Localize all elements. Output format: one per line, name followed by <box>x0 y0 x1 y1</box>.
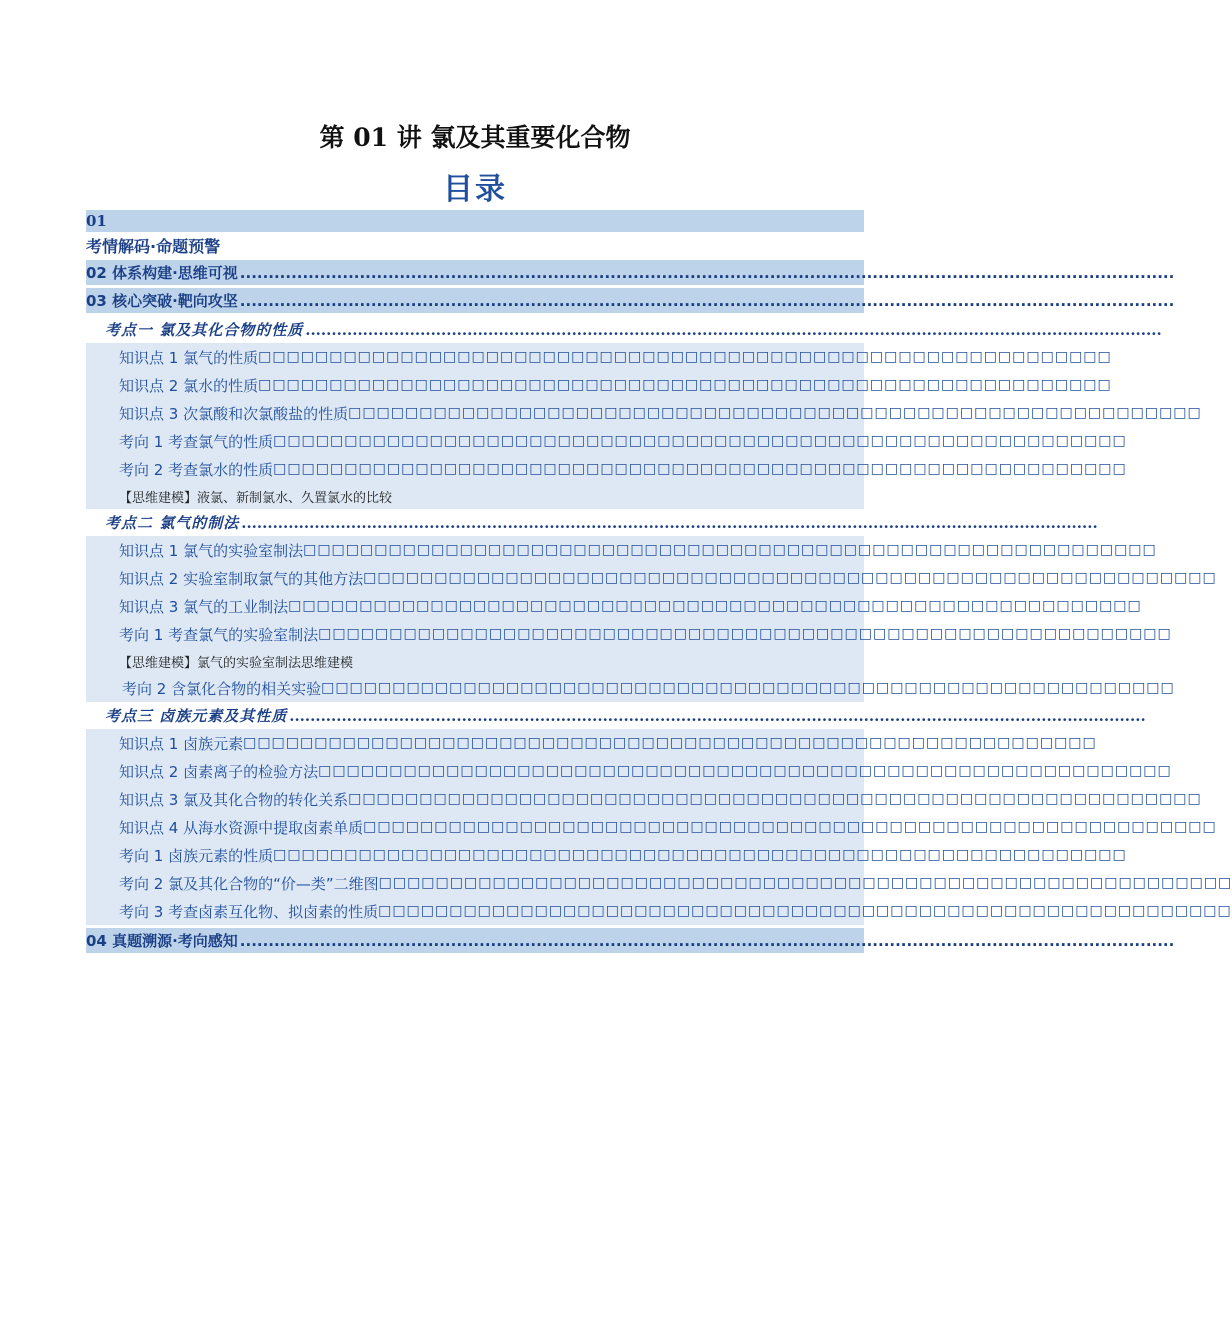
toc-item[interactable]: 知识点 3 氯气的工业制法 □□□□□□□□□□□□□□□□□□□□□□□□□□□□□□□□□□□□□□□□□□□□□□□□□□□□□□□□□□□□ <box>119 597 1142 616</box>
placeholder-leader: □□□□□□□□□□□□□□□□□□□□□□□□□□□□□□□□□□□□□□□□□□□□□□□□□□□□□□□□□□□□ <box>288 598 1142 614</box>
toc-item[interactable]: 考向 3 考查卤素互化物、拟卤素的性质 □□□□□□□□□□□□□□□□□□□□□□□□□□□□□□□□□□□□□□□□□□□□□□□□□□□□□□□□□□□□ <box>119 902 1232 921</box>
placeholder-leader: □□□□□□□□□□□□□□□□□□□□□□□□□□□□□□□□□□□□□□□□□□□□□□□□□□□□□□□□□□□□ <box>363 819 1217 835</box>
kaodian-2-items <box>86 536 1217 702</box>
placeholder-leader: □□□□□□□□□□□□□□□□□□□□□□□□□□□□□□□□□□□□□□□□□□□□□□□□□□□□□□□□□□□□ <box>378 903 1232 919</box>
placeholder-leader: □□□□□□□□□□□□□□□□□□□□□□□□□□□□□□□□□□□□□□□□□□□□□□□□□□□□□□□□□□□□ <box>318 626 1172 642</box>
toc-thinking-model[interactable]: 【思维建模】氯气的实验室制法思维建模 <box>119 655 354 671</box>
placeholder-leader: □□□□□□□□□□□□□□□□□□□□□□□□□□□□□□□□□□□□□□□□□□□□□□□□□□□□□□□□□□□□ <box>321 680 1175 696</box>
dot-leader: .................................................................................................................................................................... <box>241 513 1098 532</box>
placeholder-leader: □□□□□□□□□□□□□□□□□□□□□□□□□□□□□□□□□□□□□□□□□□□□□□□□□□□□□□□□□□□□ <box>273 433 1127 449</box>
toc-item[interactable]: 知识点 4 从海水资源中提取卤素单质 □□□□□□□□□□□□□□□□□□□□□□□□□□□□□□□□□□□□□□□□□□□□□□□□□□□□□□□□□□□□ <box>119 818 1217 837</box>
toc-item[interactable]: 知识点 2 卤素离子的检验方法 □□□□□□□□□□□□□□□□□□□□□□□□□□□□□□□□□□□□□□□□□□□□□□□□□□□□□□□□□□□□ <box>119 762 1172 781</box>
toc-item[interactable]: 知识点 2 氯水的性质 □□□□□□□□□□□□□□□□□□□□□□□□□□□□□□□□□□□□□□□□□□□□□□□□□□□□□□□□□□□□ <box>119 376 1112 395</box>
toc-kaodian-1[interactable]: 考点一 氯及其化合物的性质 .................................................................................................................................................................... <box>86 316 864 343</box>
dot-leader: .................................................................................................................................................................... <box>239 931 1175 950</box>
toc-item[interactable]: 考向 1 考查氯气的性质 □□□□□□□□□□□□□□□□□□□□□□□□□□□□□□□□□□□□□□□□□□□□□□□□□□□□□□□□□□□□ <box>119 432 1127 451</box>
dot-leader: .................................................................................................................................................................... <box>289 706 1146 725</box>
toc-item[interactable]: 知识点 3 氯及其化合物的转化关系 □□□□□□□□□□□□□□□□□□□□□□□□□□□□□□□□□□□□□□□□□□□□□□□□□□□□□□□□□□□□ <box>119 790 1202 809</box>
placeholder-leader: □□□□□□□□□□□□□□□□□□□□□□□□□□□□□□□□□□□□□□□□□□□□□□□□□□□□□□□□□□□□ <box>348 791 1202 807</box>
table-of-contents <box>86 210 1232 956</box>
toc-item[interactable]: 知识点 1 氯气的性质 □□□□□□□□□□□□□□□□□□□□□□□□□□□□□□□□□□□□□□□□□□□□□□□□□□□□□□□□□□□□ <box>119 348 1112 367</box>
placeholder-leader: □□□□□□□□□□□□□□□□□□□□□□□□□□□□□□□□□□□□□□□□□□□□□□□□□□□□□□□□□□□□ <box>273 847 1127 863</box>
toc-kaodian-2[interactable]: 考点二 氯气的制法 .................................................................................................................................................................... <box>86 509 864 536</box>
dot-leader: .................................................................................................................................................................... <box>239 291 1175 310</box>
toc-section-03[interactable]: 03 核心突破·靶向攻坚 .................................................................................................................................................................... <box>86 288 864 313</box>
toc-section-02[interactable]: 02 体系构建·思维可视 .................................................................................................................................................................... <box>86 260 864 285</box>
toc-item[interactable]: 考向 1 卤族元素的性质 □□□□□□□□□□□□□□□□□□□□□□□□□□□□□□□□□□□□□□□□□□□□□□□□□□□□□□□□□□□□ <box>119 846 1127 865</box>
toc-item[interactable]: 考向 1 考查氯气的实验室制法 □□□□□□□□□□□□□□□□□□□□□□□□□□□□□□□□□□□□□□□□□□□□□□□□□□□□□□□□□□□□ <box>119 625 1172 644</box>
placeholder-leader: □□□□□□□□□□□□□□□□□□□□□□□□□□□□□□□□□□□□□□□□□□□□□□□□□□□□□□□□□□□□ <box>348 405 1202 421</box>
placeholder-leader: □□□□□□□□□□□□□□□□□□□□□□□□□□□□□□□□□□□□□□□□□□□□□□□□□□□□□□□□□□□□ <box>273 461 1127 477</box>
placeholder-leader: □□□□□□□□□□□□□□□□□□□□□□□□□□□□□□□□□□□□□□□□□□□□□□□□□□□□□□□□□□□□ <box>243 735 1097 751</box>
dot-leader: .................................................................................................................................................................... <box>305 320 1162 339</box>
toc-heading: 目录 <box>443 172 507 207</box>
toc-item[interactable]: 考向 2 考查氯水的性质 □□□□□□□□□□□□□□□□□□□□□□□□□□□□□□□□□□□□□□□□□□□□□□□□□□□□□□□□□□□□ <box>119 460 1127 479</box>
toc-item[interactable]: 考向 2 含氯化合物的相关实验 □□□□□□□□□□□□□□□□□□□□□□□□□□□□□□□□□□□□□□□□□□□□□□□□□□□□□□□□□□□□ <box>122 679 1175 698</box>
placeholder-leader: □□□□□□□□□□□□□□□□□□□□□□□□□□□□□□□□□□□□□□□□□□□□□□□□□□□□□□□□□□□□ <box>258 377 1112 393</box>
toc-section-01[interactable]: 考情解码·命题预警 <box>86 232 864 258</box>
toc-thinking-model[interactable]: 【思维建模】液氯、新制氯水、久置氯水的比较 <box>119 490 393 506</box>
dot-leader: .................................................................................................................................................................... <box>239 263 1175 282</box>
toc-item[interactable]: 知识点 3 次氯酸和次氯酸盐的性质 □□□□□□□□□□□□□□□□□□□□□□□□□□□□□□□□□□□□□□□□□□□□□□□□□□□□□□□□□□□□ <box>119 404 1202 423</box>
toc-section-01-number[interactable]: 01 <box>86 210 864 232</box>
placeholder-leader: □□□□□□□□□□□□□□□□□□□□□□□□□□□□□□□□□□□□□□□□□□□□□□□□□□□□□□□□□□□□ <box>318 763 1172 779</box>
toc-item[interactable]: 知识点 2 实验室制取氯气的其他方法 □□□□□□□□□□□□□□□□□□□□□□□□□□□□□□□□□□□□□□□□□□□□□□□□□□□□□□□□□□□□ <box>119 569 1217 588</box>
toc-item[interactable]: 知识点 1 氯气的实验室制法 □□□□□□□□□□□□□□□□□□□□□□□□□□□□□□□□□□□□□□□□□□□□□□□□□□□□□□□□□□□□ <box>119 541 1157 560</box>
placeholder-leader: □□□□□□□□□□□□□□□□□□□□□□□□□□□□□□□□□□□□□□□□□□□□□□□□□□□□□□□□□□□□ <box>258 349 1112 365</box>
toc-item[interactable]: 知识点 1 卤族元素 □□□□□□□□□□□□□□□□□□□□□□□□□□□□□□□□□□□□□□□□□□□□□□□□□□□□□□□□□□□□ <box>119 734 1097 753</box>
page-title: 第 01 讲 氯及其重要化合物 <box>319 123 631 152</box>
placeholder-leader: □□□□□□□□□□□□□□□□□□□□□□□□□□□□□□□□□□□□□□□□□□□□□□□□□□□□□□□□□□□□ <box>378 875 1232 891</box>
placeholder-leader: □□□□□□□□□□□□□□□□□□□□□□□□□□□□□□□□□□□□□□□□□□□□□□□□□□□□□□□□□□□□ <box>303 542 1157 558</box>
toc-item[interactable]: 考向 2 氯及其化合物的“价—类”二维图 □□□□□□□□□□□□□□□□□□□□□□□□□□□□□□□□□□□□□□□□□□□□□□□□□□□□□□□□□□□□ <box>119 874 1232 893</box>
toc-kaodian-3[interactable]: 考点三 卤族元素及其性质 .................................................................................................................................................................... <box>86 702 864 729</box>
toc-section-04[interactable]: 04 真题溯源·考向感知 .................................................................................................................................................................... <box>86 928 864 953</box>
kaodian-3-items <box>86 729 1232 925</box>
kaodian-1-items <box>86 343 1202 509</box>
placeholder-leader: □□□□□□□□□□□□□□□□□□□□□□□□□□□□□□□□□□□□□□□□□□□□□□□□□□□□□□□□□□□□ <box>363 570 1217 586</box>
